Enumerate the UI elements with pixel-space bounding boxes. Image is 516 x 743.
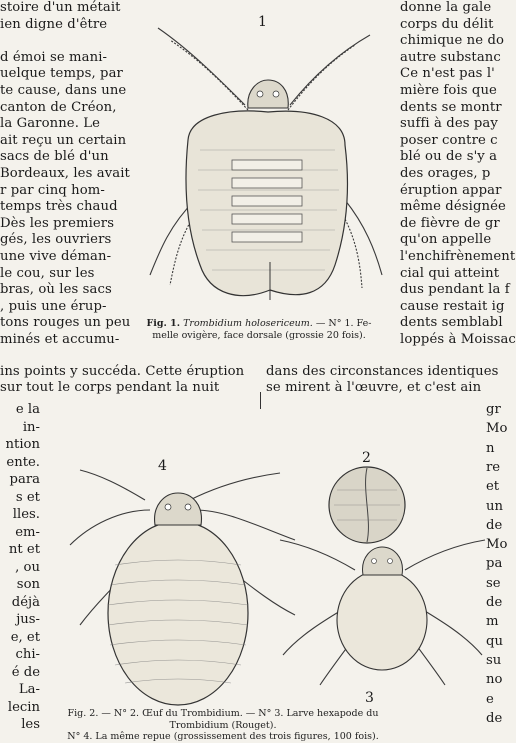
text-fragment: La-	[18, 682, 40, 697]
text-line: qu'on appelle	[400, 232, 492, 248]
text-line: autre substanc	[400, 49, 501, 65]
text-line: sacs de blé d'un	[0, 149, 109, 165]
text-fragment: su	[486, 652, 502, 668]
text-fragment: em-	[15, 524, 40, 540]
text-fragment: re	[486, 459, 501, 475]
figure-1-mite-female	[140, 10, 390, 310]
text-line: même désignée	[400, 199, 506, 215]
text-line: chimique ne do	[400, 33, 505, 49]
text-fragment: , ou	[15, 559, 40, 575]
fig2-caption-line2: N° 4. La même repue (grossissement des trois figures, 100 fois).	[67, 731, 379, 742]
text-fragment: Mo	[486, 537, 508, 553]
text-fragment: Mo	[486, 421, 508, 437]
figure-4-mite-engorged	[60, 455, 310, 710]
text-fragment: in-	[22, 419, 40, 435]
text-line: suffi à des pay	[400, 116, 498, 132]
text-line: cause restait ig	[400, 298, 505, 314]
text-fragment: pa	[486, 556, 503, 572]
figure-3-number: 3	[365, 690, 374, 706]
text-line: donne la gale	[400, 0, 492, 15]
fig1-species: Trombidium holosericeum.	[183, 318, 313, 329]
text-line: Ce n'est pas l'	[400, 66, 495, 82]
text-line: de fièvre de gr	[400, 215, 500, 231]
text-fragment: e, et	[10, 629, 40, 645]
text-line: gés, les ouvriers	[0, 232, 112, 248]
text-line: le cou, sur les	[0, 265, 95, 281]
fig1-caption-line2: melle ovigère, face dorsale (grossie 20 fois).	[152, 329, 366, 341]
text-fragment: lecin	[7, 699, 40, 715]
text-fragment: é de	[11, 664, 40, 680]
text-line: Bordeaux, les avait	[0, 166, 130, 181]
text-line: stoire d'un métait	[0, 0, 121, 15]
span-line-2-right: se mirent à l'œuvre, et c'est ain	[266, 380, 482, 395]
text-fragment: ntion	[5, 437, 40, 452]
text-fragment: les	[21, 717, 40, 732]
text-fragment: e	[486, 691, 494, 707]
text-fragment: chi-	[15, 647, 40, 662]
figure-3-larva	[275, 525, 490, 690]
text-fragment: no	[486, 672, 503, 688]
text-fragment: lles.	[12, 507, 40, 522]
text-line: l'enchifrènement	[400, 249, 516, 264]
text-line: r par cinq hom-	[0, 182, 105, 198]
text-line: uelque temps, par	[0, 66, 123, 82]
text-fragment: gr	[486, 402, 501, 417]
text-line: tons rouges un peu	[0, 315, 131, 331]
figure-1-number: 1	[258, 14, 267, 30]
fig1-label: Fig. 1.	[146, 318, 181, 329]
text-fragment: jus-	[16, 612, 40, 627]
text-line: cial qui atteint	[400, 265, 500, 281]
text-line: , puis une érup-	[0, 298, 107, 314]
text-line: dents semblabl	[400, 315, 503, 331]
text-line: mière fois que	[400, 83, 497, 98]
column-rule	[260, 392, 261, 409]
text-line: bras, où les sacs	[0, 282, 112, 298]
text-line: la Garonne. Le	[0, 116, 101, 132]
text-line: loppés à Moissac	[400, 332, 516, 347]
text-fragment: de	[486, 595, 503, 610]
text-line: des orages, p	[400, 166, 491, 181]
text-fragment: para	[9, 472, 40, 487]
span-line-2-left: sur tout le corps pendant la nuit	[0, 380, 220, 395]
text-fragment: son	[16, 577, 40, 592]
span-line-1-right: dans des circonstances identiques	[266, 364, 499, 379]
text-line: minés et accumu-	[0, 332, 120, 347]
text-fragment: e la	[15, 402, 40, 417]
text-line: éruption appar	[400, 182, 502, 198]
fig1-rest: — N° 1. Fe-	[315, 318, 372, 329]
text-line: corps du délit	[400, 16, 494, 32]
text-line: d émoi se mani-	[0, 49, 108, 65]
text-fragment: ente.	[6, 454, 40, 470]
text-line: te cause, dans une	[0, 83, 127, 98]
text-fragment: un	[486, 498, 503, 514]
text-line: Dès les premiers	[0, 215, 115, 231]
figure-1-caption	[128, 318, 390, 341]
text-line: dus pendant la f	[400, 282, 510, 298]
text-fragment: de	[486, 710, 503, 726]
span-line-1-left: ins points y succéda. Cette éruption	[0, 364, 245, 379]
fig2-caption-line1: Fig. 2. — N° 2. Œuf du Trombidium. — N° 3. Larve hexapode du Trombidium (Rouget).	[67, 708, 379, 731]
figure-2-4-caption	[42, 708, 404, 743]
figure-2-number: 2	[362, 450, 371, 466]
text-line: une vive déman-	[0, 249, 112, 264]
text-fragment: n	[486, 440, 495, 456]
text-line: blé ou de s'y a	[400, 149, 498, 165]
text-fragment: nt et	[8, 542, 40, 557]
text-fragment: m	[486, 614, 499, 630]
text-fragment: et	[486, 479, 500, 495]
text-line: ien digne d'être	[0, 16, 108, 32]
text-line: canton de Créon,	[0, 99, 117, 115]
text-fragment: qu	[486, 633, 503, 649]
text-line: temps très chaud	[0, 199, 118, 215]
text-fragment: s et	[15, 489, 40, 505]
text-line: ait reçu un certain	[0, 132, 127, 148]
text-fragment: de	[486, 517, 503, 533]
text-fragment: se	[486, 575, 501, 591]
text-line: poser contre c	[400, 132, 498, 148]
text-line: dents se montr	[400, 99, 502, 115]
figure-4-number: 4	[158, 458, 167, 474]
text-fragment: déjà	[11, 594, 40, 610]
